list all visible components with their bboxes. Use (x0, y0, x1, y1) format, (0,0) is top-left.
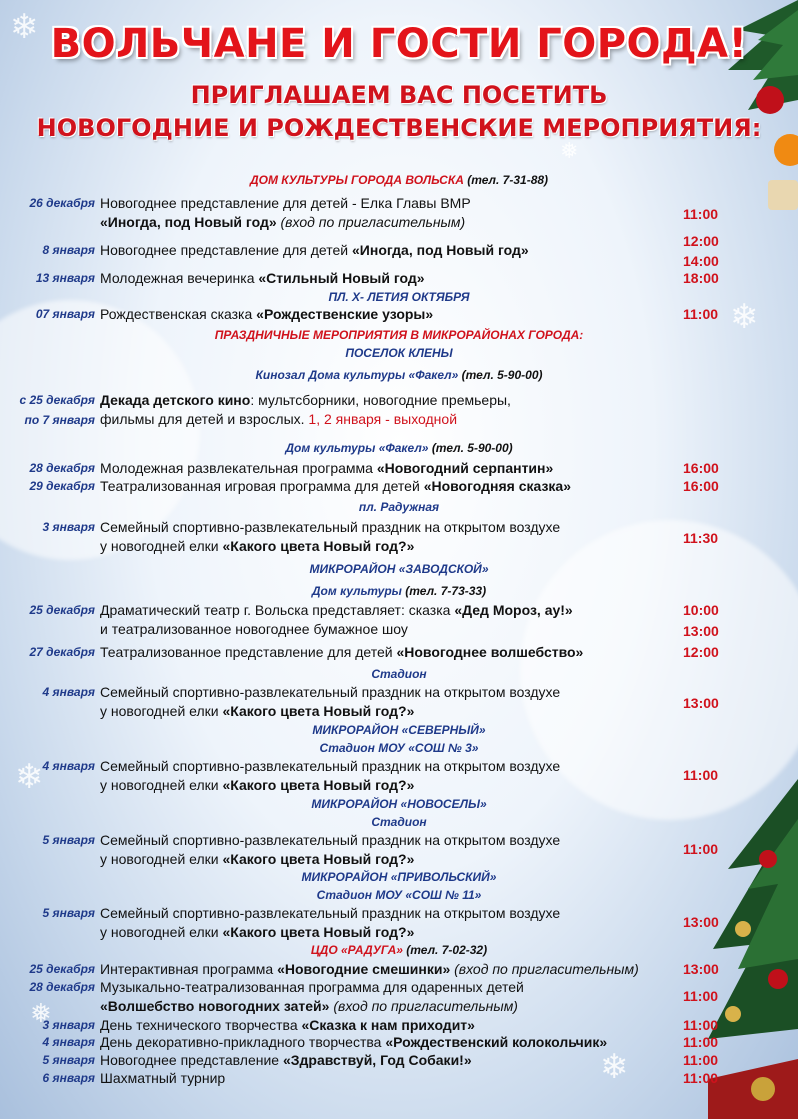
section-heading (0, 289, 798, 305)
event-text: День декоративно-прикладного творчества «Рождественский колокольчик» (100, 1034, 608, 1050)
section-name: МИКРОРАЙОН «СЕВЕРНЫЙ» (312, 723, 486, 737)
section-heading (0, 887, 798, 903)
event-time: 11:00 (683, 841, 719, 857)
event-date: 3 января (42, 520, 95, 534)
event-time: 12:00 (683, 233, 719, 249)
section-name: Дом культуры (311, 584, 402, 598)
section-name: МИКРОРАЙОН «ЗАВОДСКОЙ» (309, 562, 489, 576)
event-date: 13 января (35, 271, 95, 285)
section-name: Стадион МОУ «СОШ № 3» (319, 741, 479, 755)
event-time: 16:00 (683, 478, 719, 494)
event-text: Драматический театр г. Вольска представляет: сказка «Дед Мороз, ау!» и театрализованное новогоднее бумажное шоу (100, 602, 573, 637)
event-date: 07 января (35, 307, 95, 321)
event-time: 10:00 (683, 602, 719, 618)
section-heading (0, 814, 798, 830)
event-time: 13:00 (683, 961, 719, 977)
event-time: 11:00 (683, 1017, 719, 1033)
section-name: ДОМ КУЛЬТУРЫ ГОРОДА ВОЛЬСКА (249, 173, 464, 187)
event-time: 11:00 (683, 1052, 719, 1068)
event-date: 6 января (42, 1071, 95, 1085)
event-date: 4 января (42, 1035, 95, 1049)
event-date: 4 января (42, 759, 95, 773)
section-name: Кинозал Дома культуры «Факел» (255, 368, 459, 382)
section-heading (0, 942, 798, 958)
section-name: Дом культуры «Факел» (285, 441, 429, 455)
event-date: 28 декабря (29, 461, 95, 475)
event-time: 11:00 (683, 767, 719, 783)
snowflake-icon: ❄ (15, 758, 44, 796)
event-text: Новогоднее представление для детей - Елка Главы ВМР «Иногда, под Новый год» (вход по пригласительным) (100, 195, 471, 230)
section-name: ПРАЗДНИЧНЫЕ МЕРОПРИЯТИЯ В МИКРОРАЙОНАХ ГОРОДА: (214, 328, 584, 342)
event-text: Новогоднее представление для детей «Иногда, под Новый год» (100, 242, 529, 258)
section-heading (0, 345, 798, 361)
section-name: ЦДО «РАДУГА» (310, 943, 403, 957)
event-text: Семейный спортивно-развлекательный праздник на открытом воздухе у новогодней елки «Какого цвета Новый год?» (100, 758, 561, 793)
section-heading (0, 561, 798, 577)
main-title: ВОЛЬЧАНЕ И ГОСТИ ГОРОДА! (50, 21, 748, 67)
event-text: Семейный спортивно-развлекательный праздник на открытом воздухе у новогодней елки «Какого цвета Новый год?» (100, 519, 561, 554)
snowflake-icon: ❄ (730, 298, 759, 336)
subtitle-invite: ПРИГЛАШАЕМ ВАС ПОСЕТИТЬ (190, 81, 608, 109)
snowflake-icon: ❄ (600, 1048, 629, 1086)
snowflake-icon: ❅ (560, 138, 579, 163)
event-time: 11:00 (683, 1034, 719, 1050)
event-date: 26 декабря (29, 196, 95, 210)
section-heading (0, 740, 798, 756)
section-heading (0, 666, 798, 682)
section-phone: (тел. 7-31-88) (467, 173, 549, 187)
section-heading (0, 172, 798, 188)
event-date: 25 декабря (29, 603, 95, 617)
section-name: пл. Радужная (358, 500, 440, 514)
event-text: Декада детского кино: мультсборники, новогодние премьеры, фильмы для детей и взрослых. 1, 2 января - выходной (100, 392, 511, 427)
event-time: 18:00 (683, 270, 719, 286)
event-time: 14:00 (683, 253, 719, 269)
event-date: 28 декабря (29, 980, 95, 994)
section-phone: (тел. 7-73-33) (405, 584, 487, 598)
event-date: 4 января (42, 685, 95, 699)
section-name: Стадион (371, 815, 427, 829)
section-name: Стадион (371, 667, 427, 681)
section-name: МИКРОРАЙОН «НОВОСЕЛЫ» (311, 797, 487, 811)
section-heading (0, 796, 798, 812)
section-heading (0, 583, 798, 599)
event-text: День технического творчества «Сказка к нам приходит» (100, 1017, 475, 1033)
event-time: 11:30 (683, 530, 719, 546)
event-date: 27 декабря (29, 645, 95, 659)
event-text: Шахматный турнир (100, 1070, 226, 1086)
section-name: ПЛ. Х- ЛЕТИЯ ОКТЯБРЯ (328, 290, 470, 304)
event-date: 5 января (42, 833, 95, 847)
event-text: Интерактивная программа «Новогодние смешинки» (вход по пригласительным) (100, 961, 639, 977)
event-text: Семейный спортивно-развлекательный праздник на открытом воздухе у новогодней елки «Какого цвета Новый год?» (100, 684, 561, 719)
section-phone: (тел. 5-90-00) (461, 368, 543, 382)
event-text: Рождественская сказка «Рождественские узоры» (100, 306, 434, 322)
section-heading (0, 499, 798, 515)
section-name: ПОСЕЛОК КЛЕНЫ (345, 346, 453, 360)
event-text: Молодежная развлекательная программа «Новогодний серпантин» (100, 460, 554, 476)
section-name: МИКРОРАЙОН «ПРИВОЛЬСКИЙ» (301, 870, 497, 884)
event-date: с 25 декабря (19, 393, 95, 407)
event-time: 11:00 (683, 1070, 719, 1086)
event-date: 29 декабря (29, 479, 95, 493)
section-heading (0, 327, 798, 343)
event-time: 13:00 (683, 914, 719, 930)
event-text: Музыкально-театрализованная программа для одаренных детей «Волшебство новогодних затей» (вход по пригласительным) (100, 979, 524, 1014)
event-text: Новогоднее представление «Здравствуй, Год Собаки!» (100, 1052, 472, 1068)
event-time: 13:00 (683, 623, 719, 639)
event-text: Театрализованная игровая программа для детей «Новогодняя сказка» (100, 478, 571, 494)
event-text: Театрализованное представление для детей «Новогоднее волшебство» (100, 644, 584, 660)
snowflake-icon: ❅ (30, 998, 52, 1028)
event-time: 11:00 (683, 206, 719, 222)
event-date: по 7 января (24, 413, 95, 427)
event-text: Семейный спортивно-развлекательный праздник на открытом воздухе у новогодней елки «Какого цвета Новый год?» (100, 832, 561, 867)
event-time: 11:00 (683, 306, 719, 322)
section-phone: (тел. 5-90-00) (431, 441, 513, 455)
section-heading (0, 367, 798, 383)
section-name: Стадион МОУ «СОШ № 11» (316, 888, 482, 902)
event-time: 16:00 (683, 460, 719, 476)
section-phone: (тел. 7-02-32) (406, 943, 488, 957)
event-date: 5 января (42, 906, 95, 920)
event-time: 12:00 (683, 644, 719, 660)
event-date: 25 декабря (29, 962, 95, 976)
event-text: Молодежная вечеринка «Стильный Новый год» (100, 270, 425, 286)
section-heading (0, 722, 798, 738)
event-time: 13:00 (683, 695, 719, 711)
event-date: 8 января (42, 243, 95, 257)
event-text: Семейный спортивно-развлекательный праздник на открытом воздухе у новогодней елки «Какого цвета Новый год?» (100, 905, 561, 940)
section-heading (0, 440, 798, 456)
event-date: 3 января (42, 1018, 95, 1032)
section-heading (0, 869, 798, 885)
snowflake-icon: ❄ (10, 8, 39, 46)
event-date: 5 января (42, 1053, 95, 1067)
subtitle-events: НОВОГОДНИЕ И РОЖДЕСТВЕНСКИЕ МЕРОПРИЯТИЯ: (36, 114, 762, 142)
event-time: 11:00 (683, 988, 719, 1004)
